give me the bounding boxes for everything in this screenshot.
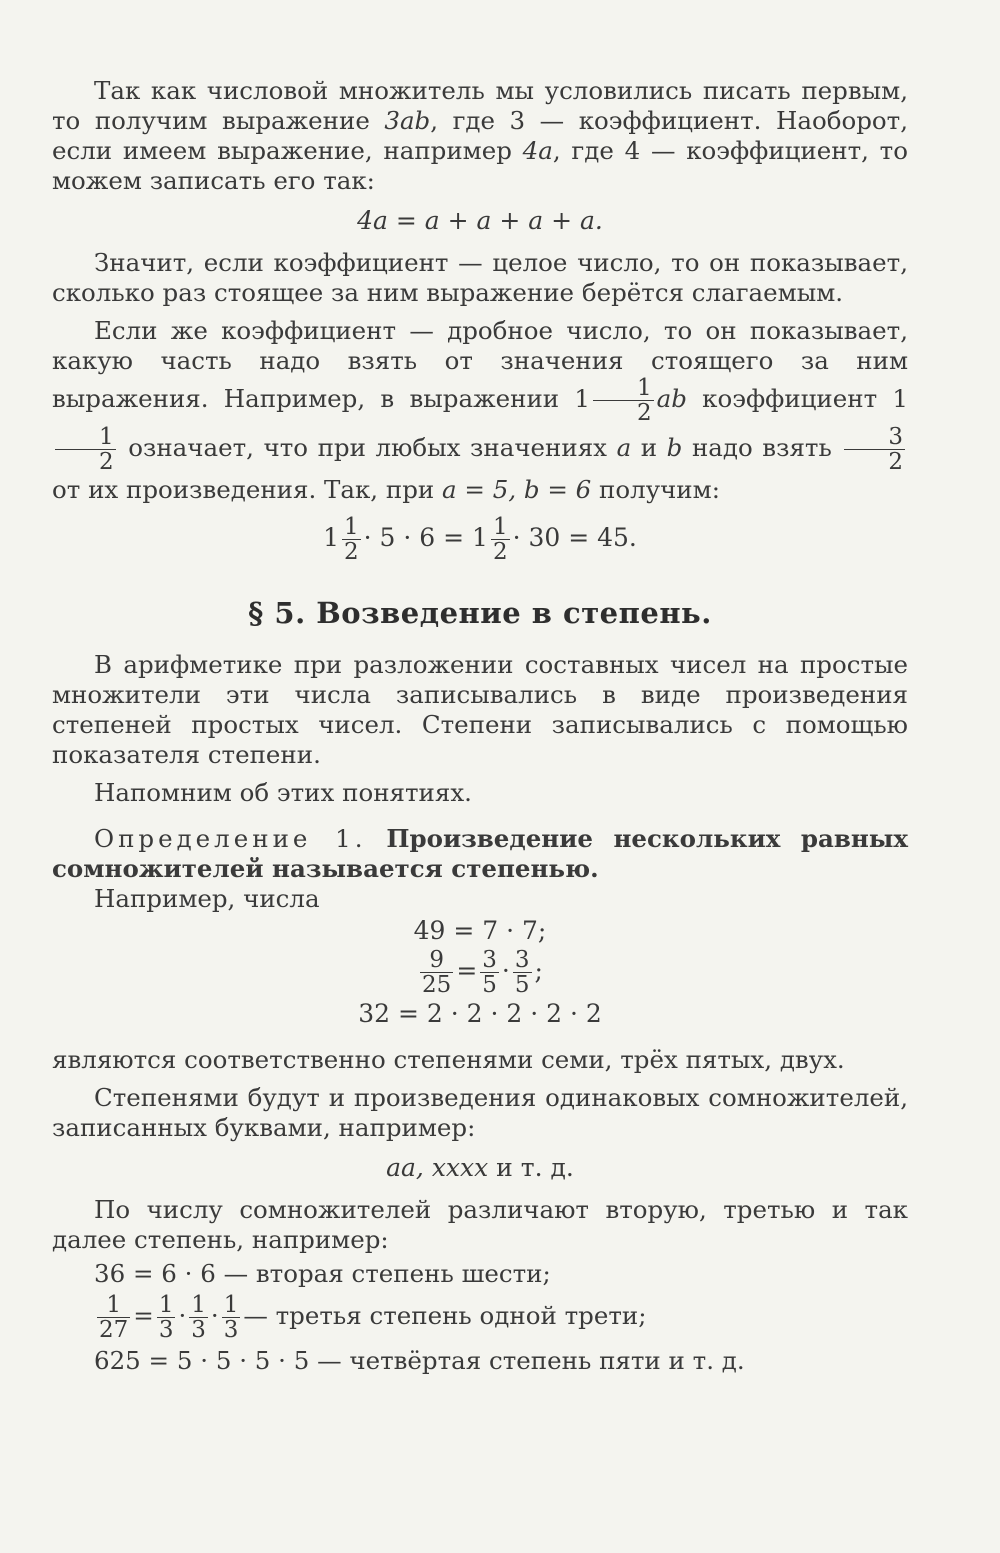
dot: · [501, 955, 510, 985]
denominator: 2 [55, 449, 116, 474]
numerator: 1 [223, 1292, 239, 1319]
fraction [480, 948, 499, 997]
fraction [97, 1293, 130, 1342]
dot: · [210, 1301, 219, 1331]
paragraph-fraction-coefficient [52, 316, 908, 505]
denominator: 25 [422, 971, 452, 998]
expression: ab [656, 384, 687, 414]
denominator: 5 [514, 971, 530, 998]
numerator: 3 [514, 946, 530, 973]
numerator: 3 [482, 946, 497, 973]
expression: 4a [522, 136, 553, 165]
numerator: 1 [344, 513, 359, 540]
text: · 5 · 6 = 1 [363, 522, 488, 552]
text: Так как числовой множитель мы условились писать первым, то получим выражение [52, 76, 908, 135]
denominator: 3 [191, 1317, 206, 1344]
denominator: 27 [99, 1317, 129, 1344]
numerator: 1 [158, 1292, 174, 1319]
text: Если же коэффициент — дробное число, то он показывает, какую часть надо взять от значения стоящего за ним выражения. Например, в выражении 1 [52, 316, 908, 414]
semicolon: ; [534, 955, 543, 985]
equation-letters [52, 1153, 908, 1183]
equation-49: 49 = 7 · 7; [413, 915, 547, 945]
denominator: 5 [482, 971, 497, 998]
paragraph-example: Например, числа [94, 883, 320, 913]
numerator: 1 [99, 424, 114, 451]
variable: a [616, 433, 632, 463]
equals: = [456, 955, 478, 985]
equation-32: 32 = 2 · 2 · 2 · 2 · 2 [358, 999, 602, 1029]
equation-example [52, 515, 908, 564]
dot: · [178, 1301, 187, 1331]
paragraph-arithmetic: В арифметике при разложении составных чисел на простые множители эти числа записывались в виде произведения степеней простых чисел. Степени записывались с помощью показателя степени. [52, 649, 908, 769]
denominator: 3 [158, 1317, 174, 1344]
fraction [342, 515, 361, 564]
denominator: 3 [223, 1317, 239, 1344]
fraction [420, 948, 453, 997]
fraction [157, 1293, 176, 1342]
variable: b [666, 433, 683, 463]
whole: 1 [323, 522, 339, 552]
equation-9-25 [52, 948, 908, 997]
numerator: 1 [636, 375, 652, 401]
text: · 30 = 45. [512, 522, 637, 552]
text: и т. д. [488, 1153, 574, 1183]
paragraph-recall: Напомним об этих понятиях. [94, 777, 472, 807]
fraction [491, 515, 510, 564]
fraction-three-halves [844, 425, 905, 474]
definition-label: Определение 1. [94, 823, 367, 853]
numerator: 1 [106, 1292, 121, 1319]
numerator: 3 [888, 424, 904, 451]
numerator: 9 [429, 946, 444, 973]
equals: = [133, 1301, 154, 1331]
fraction [189, 1293, 208, 1342]
fraction [513, 948, 532, 997]
numerator: 1 [191, 1292, 206, 1319]
equation-4a [52, 206, 908, 236]
text: , где 4 — коэффициент, то можем записать его так: [52, 136, 908, 195]
text: от их произведения. Так, при [52, 474, 443, 504]
list-item: 36 = 6 · 6 — вторая степень шести; [94, 1259, 551, 1289]
expression: 3ab [384, 106, 431, 135]
text: означает, что при любых значениях [118, 433, 617, 463]
expression: aa, xxxx [386, 1153, 489, 1183]
equation-text: 4a = a + a + a + a. [357, 206, 603, 235]
fraction-one-half-2 [55, 425, 116, 474]
text: и [631, 433, 667, 463]
text: получим: [591, 474, 720, 504]
definition-text: Произведение нескольких равных сомножителей называется степенью. [52, 823, 908, 883]
definition [52, 824, 908, 884]
denominator: 2 [492, 538, 508, 565]
list-item: 625 = 5 · 5 · 5 · 5 — четвёртая степень пяти и т. д. [94, 1346, 745, 1376]
paragraph-conclusion: являются соответственно степенями семи, трёх пятых, двух. [52, 1045, 845, 1075]
paragraph-integer-coefficient: Значит, если коэффициент — целое число, то он показывает, сколько раз стоящее за ним выражение берётся слагаемым. [52, 248, 908, 307]
denominator: 2 [844, 449, 905, 474]
section-title: § 5. Возведение в степень. [248, 595, 712, 630]
paragraph-degree-order: По числу сомножителей различают вторую, третью и так далее степень, например: [52, 1195, 908, 1255]
expression: a = 5, b = 6 [442, 474, 592, 504]
list-item [94, 1293, 908, 1342]
text: надо взять [682, 433, 842, 463]
text: — третья степень одной трети; [243, 1301, 647, 1331]
fraction [222, 1293, 241, 1342]
denominator: 2 [593, 400, 654, 425]
text: , где 3 — коэффициент. Наоборот, если имеем выражение, например [52, 106, 908, 165]
numerator: 1 [492, 513, 508, 540]
paragraph-letters: Степенями будут и произведения одинаковых сомножителей, записанных буквами, например: [52, 1083, 908, 1143]
text: коэффициент 1 [686, 384, 908, 414]
paragraph-coefficient-intro [52, 76, 908, 196]
fraction-one-half [593, 376, 654, 425]
denominator: 2 [344, 538, 359, 565]
